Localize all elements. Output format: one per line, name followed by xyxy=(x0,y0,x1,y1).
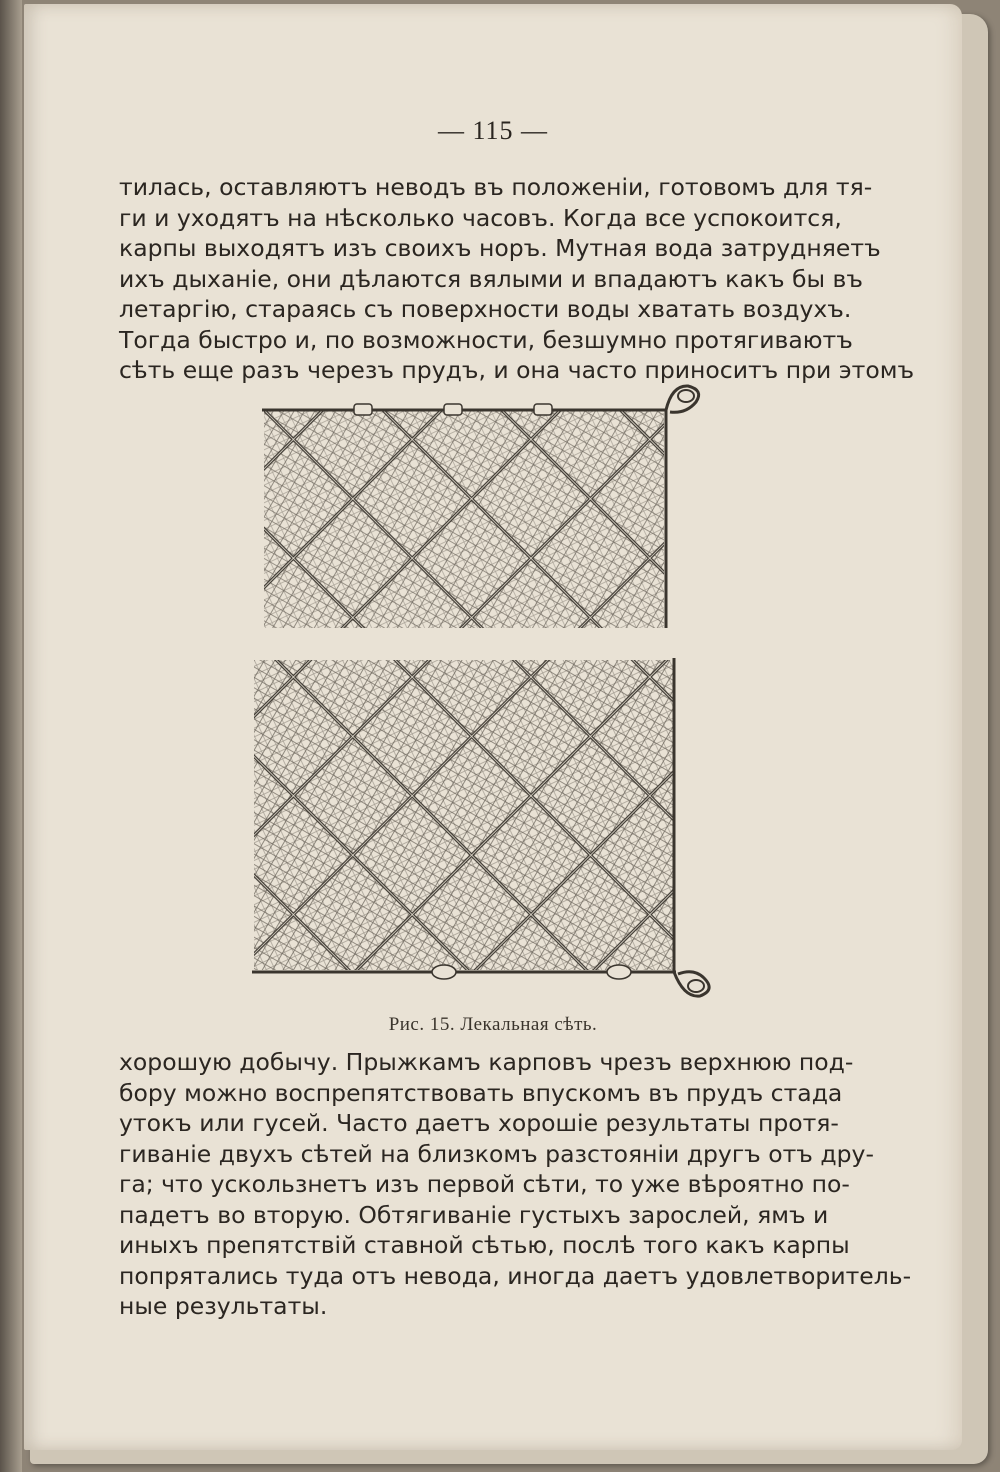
figure-caption: Рис. 15. Лекальная сѣть. xyxy=(388,1014,598,1035)
bottom-net-illustration xyxy=(252,658,709,996)
text-line: гиванiе двухъ сѣтей на близкомъ разстоянiи другъ отъ дру- xyxy=(119,1139,874,1168)
top-net-illustration xyxy=(262,386,699,628)
book-spine-shadow xyxy=(0,0,22,1472)
text-line: падетъ во вторую. Обтягиванiе густыхъ зарослей, ямъ и xyxy=(119,1200,829,1229)
page-number: — 115 — xyxy=(437,116,549,145)
text-line: иныхъ препятствiй ставной сѣтью, послѣ того какъ карпы xyxy=(119,1231,850,1259)
text-line: хорошую добычу. Прыжкамъ карповъ чрезъ верхнюю под- xyxy=(119,1048,854,1076)
text-line: га; что ускользнетъ изъ первой сѣти, то уже вѣроятно по- xyxy=(119,1170,850,1198)
book-page xyxy=(24,4,962,1450)
net-figure xyxy=(234,380,714,1010)
text-line: утокъ или гусей. Часто даетъ хорошiе результаты протя- xyxy=(119,1109,839,1137)
text-line: тилась, оставляютъ неводъ въ положенiи, готовомъ для тя- xyxy=(119,173,873,201)
paragraph-top xyxy=(119,172,915,386)
text-line: Тогда быстро и, по возможности, безшумно протягиваютъ xyxy=(119,325,853,354)
text-line: бору можно воспрепятствовать впускомъ въ прудъ стада xyxy=(119,1078,843,1107)
paragraph-bottom xyxy=(119,1047,912,1322)
text-line: попрятались туда отъ невода, иногда даетъ удовлетворитель- xyxy=(119,1261,912,1290)
text-line: ные результаты. xyxy=(119,1292,328,1320)
text-line: ги и уходятъ на нѣсколько часовъ. Когда все успокоится, xyxy=(119,203,842,232)
text-line: сѣть еще разъ черезъ прудъ, и она часто приноситъ при этомъ xyxy=(119,356,915,384)
text-line: карпы выходятъ изъ своихъ норъ. Мутная вода затрудняетъ xyxy=(119,234,881,262)
text-line: летаргiю, стараясь съ поверхности воды хватать воздухъ. xyxy=(119,295,852,323)
text-line: ихъ дыханiе, они дѣлаются вялыми и впадаютъ какъ бы въ xyxy=(119,264,864,293)
